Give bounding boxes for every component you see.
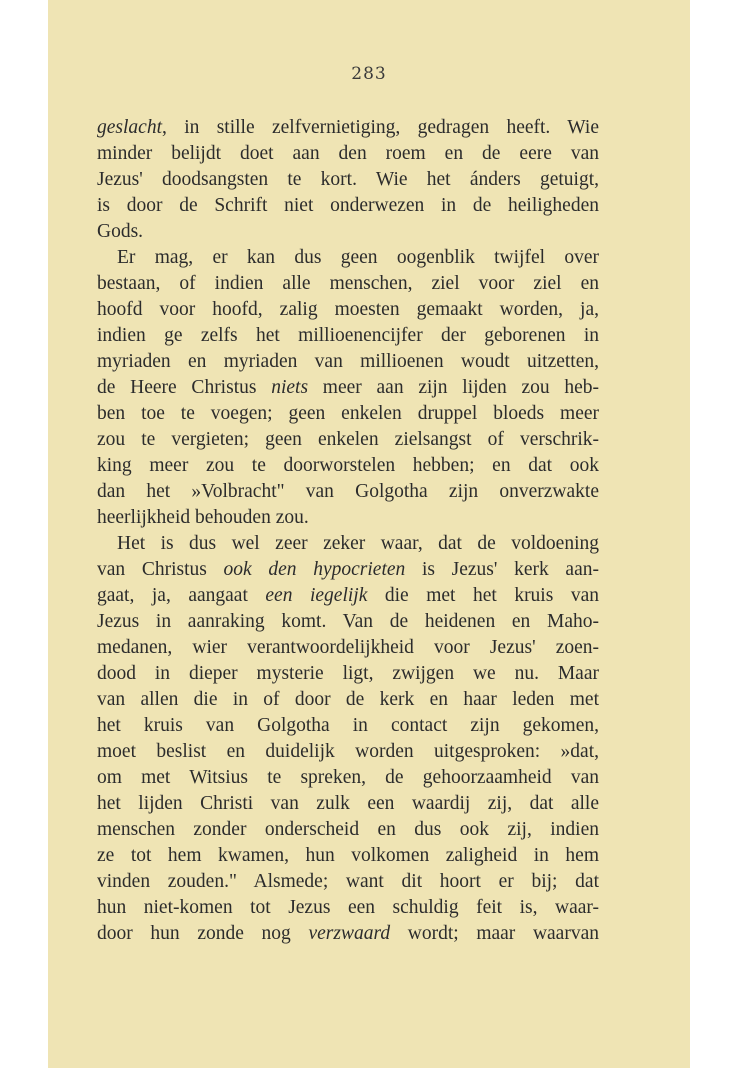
text-line (97, 687, 599, 713)
text-line (97, 765, 599, 791)
italic-text: ook den hypocrieten (223, 559, 406, 580)
italic-text: verzwaard (308, 923, 391, 944)
text-segment: heerlijkheid behouden zou. (97, 507, 309, 528)
text-line (97, 141, 599, 167)
italic-text: een iegelijk (265, 585, 368, 606)
text-segment: ze tot hem kwamen, hun volkomen zaligheid in hem (97, 845, 599, 866)
text-line (97, 895, 599, 921)
text-line (97, 297, 599, 323)
text-line (97, 791, 599, 817)
text-segment: Gods. (97, 221, 144, 242)
text-segment: medanen, wier verantwoordelijkheid voor Jezus' zoen- (97, 637, 599, 658)
text-segment: , in stille zelfvernietiging, gedragen heeft. Wie (161, 117, 599, 138)
text-segment: is Jezus' kerk aan- (405, 559, 599, 580)
text-segment: Er mag, er kan dus geen oogenblik twijfel over (117, 247, 599, 268)
text-line (97, 271, 599, 297)
text-segment: hoofd voor hoofd, zalig moesten gemaakt worden, ja, (97, 299, 599, 320)
text-line (97, 817, 599, 843)
text-line (97, 453, 599, 479)
text-line (97, 583, 599, 609)
text-segment: het lijden Christi van zulk een waardij zij, dat alle (97, 793, 599, 814)
text-line (97, 401, 599, 427)
text-segment: king meer zou te doorworstelen hebben; en dat ook (97, 455, 599, 476)
text-segment: minder belijdt doet aan den roem en de eere van (97, 143, 599, 164)
text-line (97, 843, 599, 869)
text-line (97, 375, 599, 401)
text-line (97, 869, 599, 895)
text-segment: om met Witsius te spreken, de gehoorzaamheid van (97, 767, 599, 788)
text-segment: ben toe te voegen; geen enkelen druppel bloeds meer (97, 403, 599, 424)
text-segment: Het is dus wel zeer zeker waar, dat de voldoening (117, 533, 599, 554)
text-segment: door hun zonde nog (97, 923, 309, 944)
text-segment: hun niet-komen tot Jezus een schuldig feit is, waar- (97, 897, 599, 918)
text-segment: dan het »Volbracht" van Golgotha zijn onverzwakte (97, 481, 599, 502)
text-line (97, 427, 599, 453)
text-line (97, 349, 599, 375)
text-segment: is door de Schrift niet onderwezen in de heiligheden (97, 195, 599, 216)
text-segment: vinden zouden." Alsmede; want dit hoort er bij; dat (97, 871, 599, 892)
text-line (97, 557, 599, 583)
text-segment: die met het kruis van (367, 585, 599, 606)
italic-text: geslacht (97, 117, 162, 138)
text-segment: wordt; maar waarvan (390, 923, 599, 944)
text-segment: myriaden en myriaden van millioenen woudt uitzetten, (97, 351, 599, 372)
text-line (97, 479, 599, 505)
text-line (97, 167, 599, 193)
text-line (97, 609, 599, 635)
text-line (97, 193, 599, 219)
text-line (97, 245, 599, 271)
text-line (97, 661, 599, 687)
text-line (97, 531, 599, 557)
text-segment: zou te vergieten; geen enkelen zielsangst of verschrik- (97, 429, 599, 450)
text-line (97, 323, 599, 349)
text-line (97, 713, 599, 739)
text-line (97, 739, 599, 765)
page-number: 283 (351, 64, 387, 84)
text-segment: van Christus (97, 559, 224, 580)
text-segment: Jezus in aanraking komt. Van de heidenen en Maho- (97, 611, 599, 632)
text-segment: de Heere Christus (97, 377, 272, 398)
italic-text: niets (271, 377, 309, 398)
book-page (48, 0, 690, 1068)
text-segment: van allen die in of door de kerk en haar leden met (97, 689, 599, 710)
text-segment: bestaan, of indien alle menschen, ziel voor ziel en (97, 273, 599, 294)
text-segment: indien ge zelfs het millioenencijfer der geborenen in (97, 325, 599, 346)
text-segment: menschen zonder onderscheid en dus ook zij, indien (97, 819, 599, 840)
text-line (97, 635, 599, 661)
body-text (97, 115, 599, 947)
text-line (97, 219, 599, 245)
text-segment: het kruis van Golgotha in contact zijn gekomen, (97, 715, 599, 736)
text-line (97, 115, 599, 141)
text-segment: gaat, ja, aangaat (97, 585, 266, 606)
text-segment: moet beslist en duidelijk worden uitgesproken: »dat, (97, 741, 599, 762)
text-segment: meer aan zijn lijden zou heb- (308, 377, 599, 398)
text-segment: Jezus' doodsangsten te kort. Wie het ánders getuigt, (97, 169, 599, 190)
text-segment: dood in dieper mysterie ligt, zwijgen we nu. Maar (97, 663, 599, 684)
text-line (97, 505, 599, 531)
text-line (97, 921, 599, 947)
